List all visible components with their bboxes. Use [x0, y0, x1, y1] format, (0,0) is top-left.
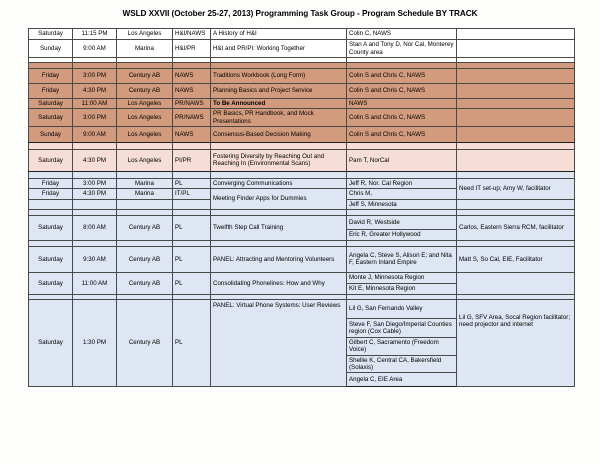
cell-track: NAWS [173, 84, 211, 99]
cell-day: Friday [29, 189, 73, 199]
cell-track: NAWS [173, 126, 211, 142]
cell-presenter: Kit E, Minnesota Region [347, 283, 457, 294]
cell-time: 11:00 AM [73, 99, 117, 109]
cell-time: 11:00 AM [73, 272, 117, 294]
cell-presenter: Colin S and Chris C, NAWS [347, 69, 457, 84]
cell-presenter: Colin S and Chris C, NAWS [347, 126, 457, 142]
cell-time: 4:30 PM [73, 84, 117, 99]
spacer-cell [117, 171, 173, 178]
cell-day: Saturday [29, 99, 73, 109]
cell-room: Marina [117, 189, 173, 199]
table-row [29, 99, 575, 109]
table-row [29, 109, 575, 127]
cell-room: Los Angeles [117, 29, 173, 40]
cell-day: Saturday [29, 215, 73, 240]
table-row [29, 126, 575, 142]
cell-track: PL [173, 246, 211, 272]
cell-track: H&I/PR [173, 40, 211, 58]
cell-track: PL [173, 215, 211, 240]
spacer-cell [73, 142, 117, 149]
cell-presenter: Monte J, Minnesota Region [347, 272, 457, 283]
cell-notes [457, 29, 575, 40]
cell-presenter: Colin S and Chris C, NAWS [347, 84, 457, 99]
cell-time: 3:00 PM [73, 69, 117, 84]
cell-track: NAWS [173, 69, 211, 84]
cell-room: Los Angeles [117, 99, 173, 109]
cell-presenter: Angela C, Steve S, Alison E; and Nita F, Eastern Inland Empire [347, 246, 457, 272]
table-row [29, 84, 575, 99]
table-row [29, 149, 575, 171]
cell-track: IT/PL [173, 189, 211, 199]
cell-track: PR/NAWS [173, 109, 211, 127]
spacer-cell [173, 142, 211, 149]
spacer-cell [457, 142, 575, 149]
cell-room: Century AB [117, 84, 173, 99]
cell-track: PI/PR [173, 149, 211, 171]
cell-presenter: Eric R, Greater Hollywood [347, 229, 457, 240]
cell-presenter: David R, Westside [347, 215, 457, 229]
cell-room: Century AB [117, 215, 173, 240]
cell-time: 8:00 AM [73, 215, 117, 240]
cell-notes: Matt S, So Cal, EIE, Facilitator [457, 246, 575, 272]
cell-room: Century AB [117, 69, 173, 84]
cell-time-cont [73, 199, 117, 209]
cell-day: Sunday [29, 40, 73, 58]
cell-notes: Need IT set-up; Amy W, facilitator [457, 178, 575, 199]
table-row [29, 246, 575, 272]
cell-day: Saturday [29, 272, 73, 294]
cell-notes-cont [457, 199, 575, 209]
cell-track: PL [173, 299, 211, 386]
cell-topic: Converging Communications [211, 178, 347, 188]
table-spacer-row [29, 142, 575, 149]
cell-topic: Consensus-Based Decision Making [211, 126, 347, 142]
cell-notes [457, 99, 575, 109]
spacer-cell [29, 171, 73, 178]
cell-topic: PANEL: Virtual Phone Systems: User Reviews [211, 299, 347, 386]
cell-topic: A History of H&I [211, 29, 347, 40]
cell-presenter: Chris M, [347, 189, 457, 199]
cell-day: Saturday [29, 149, 73, 171]
cell-topic: Traditions Workbook (Long Form) [211, 69, 347, 84]
cell-time: 3:00 PM [73, 109, 117, 127]
table-row [29, 215, 575, 229]
cell-topic: Meeting Finder Apps for Dummies [211, 189, 347, 210]
cell-room: Los Angeles [117, 109, 173, 127]
cell-time: 1:30 PM [73, 299, 117, 386]
cell-track-cont [173, 199, 211, 209]
cell-presenter: Steve F, San Diego/Imperial Counties region (Cox Cable) [347, 318, 457, 337]
cell-topic: PR Basics, PR Handbook, and Mock Presentations [211, 109, 347, 127]
cell-time: 9:00 AM [73, 126, 117, 142]
spacer-cell [29, 142, 73, 149]
cell-topic: Twelfth Step Call Training [211, 215, 347, 240]
cell-track: PL [173, 272, 211, 294]
cell-track: PR/NAWS [173, 99, 211, 109]
cell-time: 4:30 PM [73, 149, 117, 171]
spacer-cell [347, 142, 457, 149]
cell-track: PL [173, 178, 211, 188]
cell-room: Century AB [117, 246, 173, 272]
cell-presenter: Shellie K, Central CA, Bakersfield (Solaxis) [347, 355, 457, 373]
cell-presenter: Lil G, San Fernando Valley [347, 299, 457, 318]
cell-notes [457, 149, 575, 171]
cell-notes [457, 126, 575, 142]
table-row [29, 40, 575, 58]
spacer-cell [347, 171, 457, 178]
cell-time: 9:00 AM [73, 40, 117, 58]
cell-topic: Consolidating Phonelines: How and Why [211, 272, 347, 294]
cell-presenter: NAWS [347, 99, 457, 109]
schedule-body [29, 29, 575, 387]
cell-presenter: Gilbert C, Sacramento (Freedom Voice) [347, 337, 457, 355]
cell-time: 3:00 PM [73, 178, 117, 188]
cell-room: Los Angeles [117, 149, 173, 171]
cell-presenter: Angela C, EIE Area [347, 373, 457, 387]
cell-notes [457, 40, 575, 58]
cell-day: Sunday [29, 126, 73, 142]
cell-day-cont [29, 199, 73, 209]
cell-presenter: Pam T, NorCal [347, 149, 457, 171]
page-title: WSLD XXVII (October 25-27, 2013) Programming Task Group - Program Schedule BY TRACK [122, 9, 478, 18]
cell-day: Saturday [29, 109, 73, 127]
spacer-cell [457, 171, 575, 178]
cell-room: Los Angeles [117, 126, 173, 142]
table-row [29, 272, 575, 283]
cell-presenter: Jeff R, Nor. Cal Region [347, 178, 457, 188]
cell-topic: To Be Announced [211, 99, 347, 109]
cell-day: Saturday [29, 246, 73, 272]
cell-presenter: Stan A and Tony D, Nor Cal, Monterey County area [347, 40, 457, 58]
cell-room-cont [117, 199, 173, 209]
cell-topic: Fostering Diversity by Reaching Out and Reaching In (Environmental Scans) [211, 149, 347, 171]
cell-day: Friday [29, 178, 73, 188]
cell-notes [457, 84, 575, 99]
spacer-cell [73, 171, 117, 178]
spacer-cell [211, 171, 347, 178]
cell-day: Saturday [29, 29, 73, 40]
cell-presenter: Colin S and Chris C, NAWS [347, 109, 457, 127]
cell-room: Marina [117, 40, 173, 58]
table-row [29, 69, 575, 84]
cell-presenter: Colin C, NAWS [347, 29, 457, 40]
table-row [29, 178, 575, 188]
spacer-cell [117, 142, 173, 149]
table-spacer-row [29, 171, 575, 178]
cell-day: Friday [29, 69, 73, 84]
cell-topic: PANEL: Attracting and Mentoring Volunteers [211, 246, 347, 272]
cell-room: Century AB [117, 272, 173, 294]
cell-day: Saturday [29, 299, 73, 386]
schedule-table [28, 28, 575, 387]
table-row [29, 29, 575, 40]
cell-room: Marina [117, 178, 173, 188]
cell-presenter: Jeff S, Minnesota [347, 199, 457, 209]
cell-time: 11:15 PM [73, 29, 117, 40]
spacer-cell [173, 171, 211, 178]
cell-time: 9:30 AM [73, 246, 117, 272]
spacer-cell [211, 142, 347, 149]
cell-room: Century AB [117, 299, 173, 386]
table-row [29, 299, 575, 318]
cell-topic: Planning Basics and Project Service [211, 84, 347, 99]
cell-topic: H&I and PR/PI: Working Together [211, 40, 347, 58]
cell-time: 4:30 PM [73, 189, 117, 199]
cell-track: H&I/NAWS [173, 29, 211, 40]
cell-notes: Lil G, SFV Area, Socal Region facilitator; need projector and internet [457, 299, 575, 386]
cell-day: Friday [29, 84, 73, 99]
cell-notes [457, 272, 575, 294]
cell-notes [457, 109, 575, 127]
cell-notes: Carlos, Eastern Sierra RCM, facilitator [457, 215, 575, 240]
cell-notes [457, 69, 575, 84]
